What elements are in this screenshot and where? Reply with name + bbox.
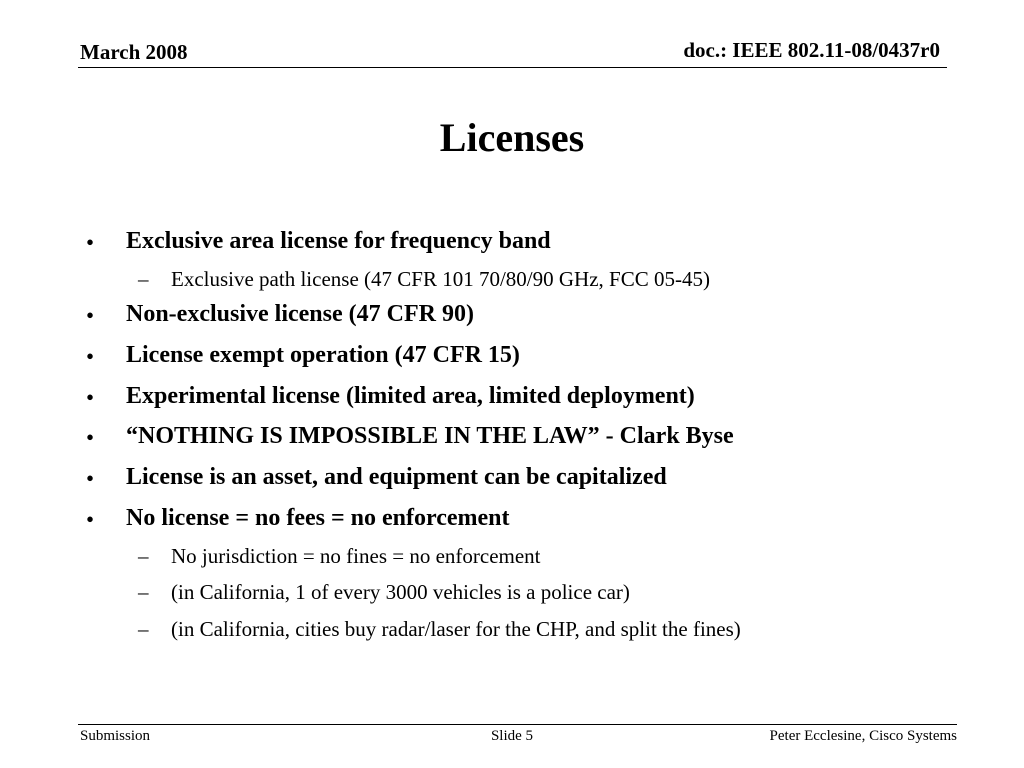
footer-submission: Submission bbox=[80, 728, 151, 744]
header-rule bbox=[78, 67, 947, 68]
slide-title: Licenses bbox=[439, 115, 585, 160]
bullet-text: Non-exclusive license (47 CFR 90) bbox=[126, 301, 474, 328]
dash-marker: – bbox=[138, 266, 149, 291]
bullet-item bbox=[86, 464, 986, 505]
bullet-text: Experimental license (limited area, limited deployment) bbox=[126, 382, 695, 409]
bullet-marker: • bbox=[86, 303, 95, 329]
bullet-item bbox=[86, 423, 986, 464]
dash-marker: – bbox=[138, 616, 149, 641]
sub-bullet-item bbox=[86, 615, 986, 656]
dash-marker: – bbox=[138, 580, 149, 605]
bullet-text: No license = no fees = no enforcement bbox=[126, 504, 510, 531]
bullet-text: Exclusive area license for frequency band bbox=[126, 228, 551, 254]
sub-bullet-item bbox=[86, 578, 986, 619]
header-date: March 2008 bbox=[80, 40, 188, 64]
bullet-text: (in California, cities buy radar/laser for the CHP, and split the fines) bbox=[171, 616, 741, 641]
bullet-text: Exclusive path license (47 CFR 101 70/80/90 GHz, FCC 05-45) bbox=[171, 266, 710, 291]
sub-bullet-item bbox=[86, 542, 986, 583]
bullet-marker: • bbox=[86, 425, 95, 451]
bullet-item bbox=[86, 342, 986, 383]
bullet-item bbox=[86, 228, 986, 269]
bullet-text: License is an asset, and equipment can be capitalized bbox=[126, 464, 667, 491]
bullet-text: “NOTHING IS IMPOSSIBLE IN THE LAW” - Clark Byse bbox=[126, 423, 734, 450]
footer-rule bbox=[78, 724, 957, 725]
bullet-marker: • bbox=[86, 344, 95, 370]
footer-author: Peter Ecclesine, Cisco Systems bbox=[769, 728, 957, 744]
bullet-marker: • bbox=[86, 384, 95, 410]
bullet-text: No jurisdiction = no fines = no enforcement bbox=[171, 543, 541, 568]
bullet-item bbox=[86, 383, 986, 424]
header-doc-id: doc.: IEEE 802.11-08/0437r0 bbox=[683, 38, 940, 62]
bullet-item bbox=[86, 505, 986, 546]
dash-marker: – bbox=[138, 543, 149, 568]
bullet-item bbox=[86, 301, 986, 342]
bullet-text: (in California, 1 of every 3000 vehicles is a police car) bbox=[171, 580, 630, 605]
bullet-marker: • bbox=[86, 506, 95, 532]
bullet-marker: • bbox=[86, 466, 95, 492]
footer-slide-number: Slide 5 bbox=[490, 728, 534, 744]
bullet-text: License exempt operation (47 CFR 15) bbox=[126, 342, 520, 369]
sub-bullet-item bbox=[86, 265, 986, 306]
bullet-marker: • bbox=[86, 230, 95, 255]
bullet-list bbox=[86, 228, 986, 652]
